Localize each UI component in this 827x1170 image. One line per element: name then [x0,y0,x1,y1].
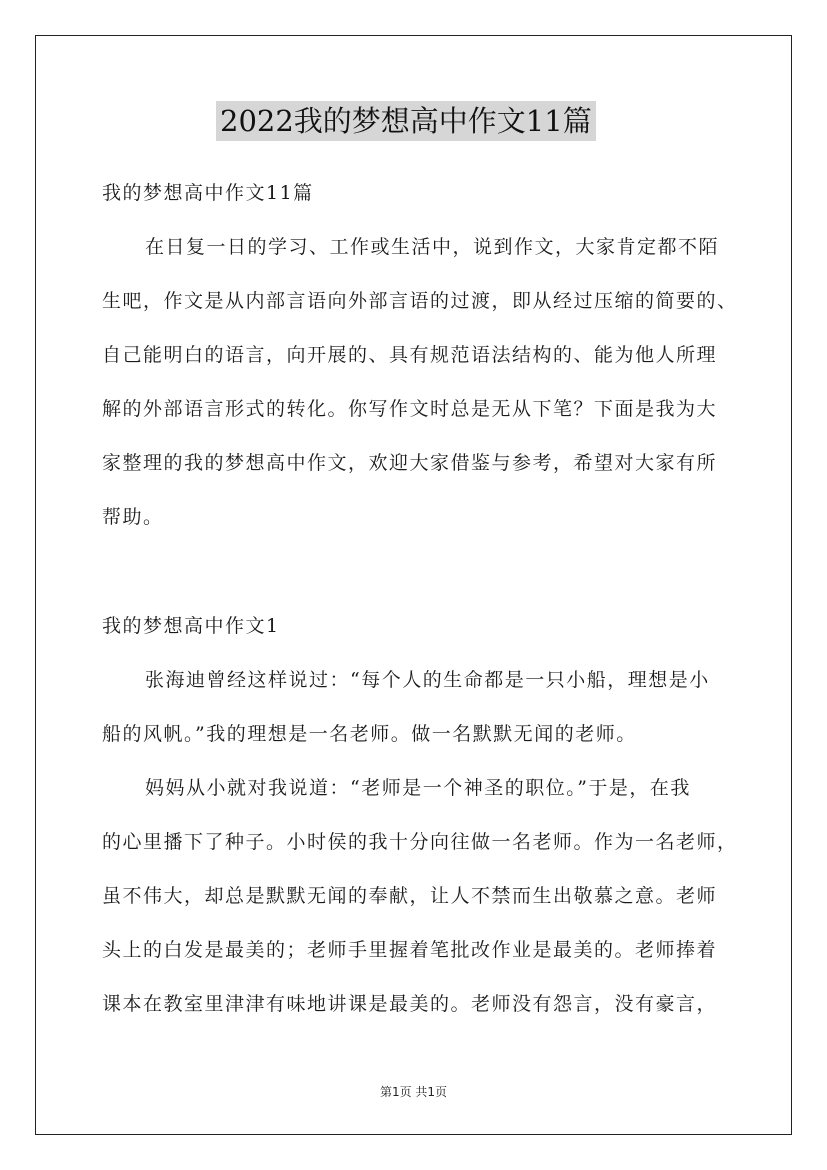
paragraph-line: 的心里播下了种子。小时侯的我十分向往做一名老师。作为一名老师， [102,831,738,853]
paragraph-line: 头上的白发是最美的；老师手里握着笔批改作业是最美的。老师捧着 [102,939,718,961]
intro-line: 帮助。 [102,506,164,528]
paragraph-line: 虽不伟大，却总是默默无闻的奉献，让人不禁而生出敬慕之意。老师 [102,885,718,907]
subtitle: 我的梦想高中作文11篇 [102,182,314,204]
paragraph-line: 船的风帆。”我的理想是一名老师。做一名默默无闻的老师。 [102,723,637,745]
intro-line: 家整理的我的梦想高中作文，欢迎大家借鉴与参考，希望对大家有所 [102,452,718,474]
document-title: 2022我的梦想高中作文11篇 [216,101,596,141]
intro-line: 在日复一日的学习、工作或生活中，说到作文，大家肯定都不陌 [145,236,720,258]
paragraph-line: 课本在教室里津津有味地讲课是最美的。老师没有怨言，没有豪言， [102,993,718,1015]
paragraph-line: 妈妈从小就对我说道：“老师是一个神圣的职位。”于是，在我 [145,777,691,799]
intro-line: 生吧，作文是从内部言语向外部言语的过渡，即从经过压缩的简要的、 [102,290,738,312]
paragraph-line: 张海迪曾经这样说过：“每个人的生命都是一只小船，理想是小 [145,669,710,691]
section-heading: 我的梦想高中作文1 [102,615,280,637]
page-number: 第1页 共1页 [379,1085,448,1099]
intro-line: 解的外部语言形式的转化。你写作文时总是无从下笔？下面是我为大 [102,398,718,420]
intro-line: 自己能明白的语言，向开展的、具有规范语法结构的、能为他人所理 [102,344,718,366]
